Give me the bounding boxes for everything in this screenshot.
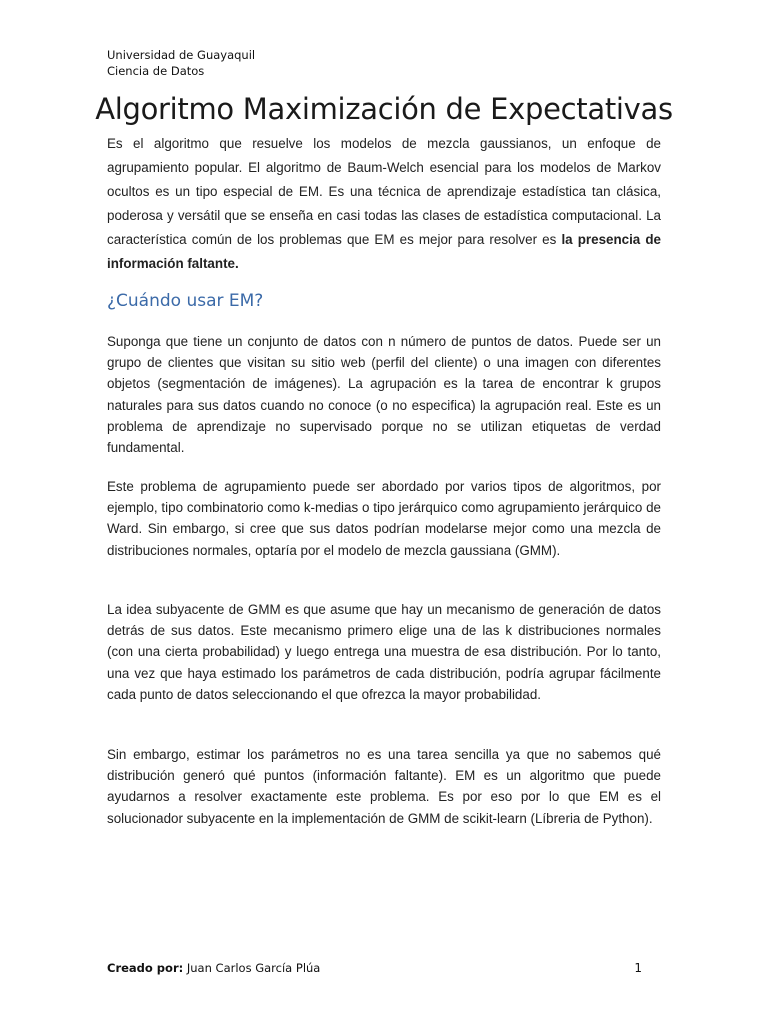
section-paragraph-1: Suponga que tiene un conjunto de datos con n número de puntos de datos. Puede ser un grupo de clientes que visitan su sitio web (perfil del cliente) o una imagen con diferentes objetos (segmentación de imágenes). La agrupación es la tarea de encontrar k grupos naturales para sus datos cuando no conoce (o no especifica) la agrupación real. Este es un problema de aprendizaje no supervisado porque no se utilizan etiquetas de verdad fundamental. xyxy=(107,334,661,456)
footer-author: Juan Carlos García Plúa xyxy=(183,961,321,975)
section-heading: ¿Cuándo usar EM? xyxy=(107,291,264,311)
document-title: Algoritmo Maximización de Expectativas xyxy=(95,92,673,126)
department-name: Ciencia de Datos xyxy=(107,64,205,78)
document-header xyxy=(107,47,255,79)
intro-emphasis: la presencia de información faltante. xyxy=(107,231,662,271)
section-paragraph-4: Sin embargo, estimar los parámetros no es una tarea sencilla ya que no sabemos qué distribución generó qué puntos (información faltante). EM es un algoritmo que puede ayudarnos a resolver exactamente este problema. Es por eso por lo que EM es el solucionador subyacente en la implementación de GMM de scikit-learn (Líbreria de Python). xyxy=(107,747,661,826)
intro-text: Es el algoritmo que resuelve los modelos de mezcla gaussianos, un enfoque de agrupamiento popular. El algoritmo de Baum-Welch esencial para los modelos de Markov ocultos es un tipo especial de EM. Es una técnica de aprendizaje estadística tan clásica, poderosa y versátil que se enseña en casi todas las clases de estadística computacional. La característica común de los problemas que EM es mejor para resolver es xyxy=(107,136,661,247)
section-paragraph-2: Este problema de agrupamiento puede ser abordado por varios tipos de algoritmos, por ejemplo, tipo combinatorio como k-medias o tipo jerárquico como agrupamiento jerárquico de Ward. Sin embargo, si cree que sus datos podrían modelarse mejor como una mezcla de distribuciones normales, optaría por el modelo de mezcla gaussiana (GMM). xyxy=(107,479,661,558)
section-paragraph-3: La idea subyacente de GMM es que asume que hay un mecanismo de generación de datos detrás de sus datos. Este mecanismo primero elige una de las k distribuciones normales (con una cierta probabilidad) y luego entrega una muestra de esa distribución. Por lo tanto, una vez que haya estimado los parámetros de cada distribución, podría agrupar fácilmente cada punto de datos seleccionando el que ofrezca la mayor probabilidad. xyxy=(107,602,661,702)
footer-label: Creado por: xyxy=(107,961,184,975)
institution-name: Universidad de Guayaquil xyxy=(107,48,256,62)
document-footer xyxy=(107,959,641,977)
page-number: 1 xyxy=(634,961,642,975)
intro-paragraph xyxy=(107,132,661,275)
